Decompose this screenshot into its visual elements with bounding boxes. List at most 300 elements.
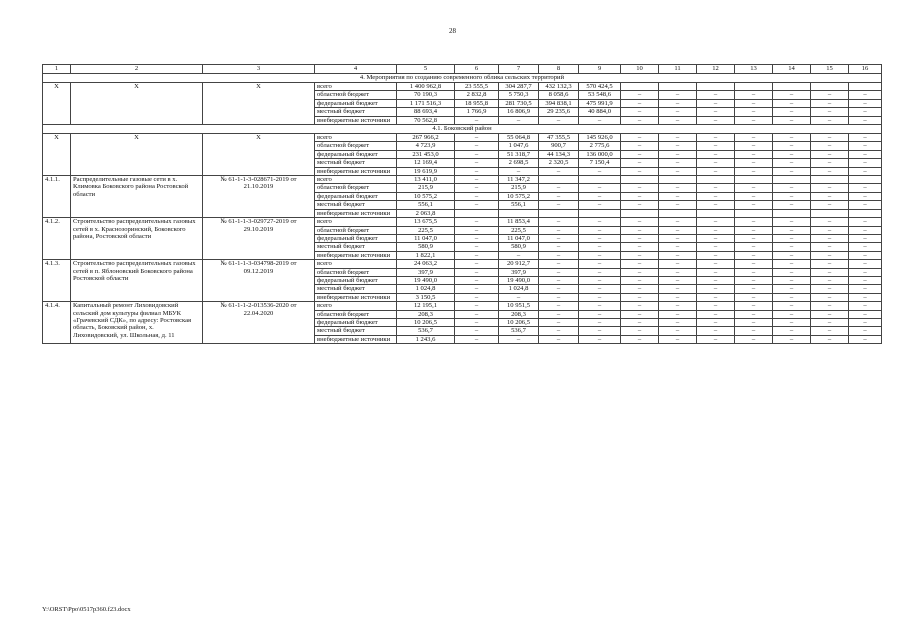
value-cell: – — [659, 184, 697, 192]
column-header: 10 — [621, 65, 659, 74]
value-cell: 11 853,4 — [499, 218, 539, 226]
item-name: X — [71, 134, 203, 176]
value-cell: 10 575,2 — [499, 192, 539, 200]
value-cell: – — [659, 293, 697, 301]
value-cell: – — [811, 167, 849, 175]
value-cell: – — [499, 116, 539, 124]
value-cell: – — [579, 268, 621, 276]
value-cell: – — [773, 226, 811, 234]
funding-source-label: местный бюджет — [315, 108, 397, 116]
value-cell: – — [659, 243, 697, 251]
value-cell: 2 775,6 — [579, 142, 621, 150]
value-cell: – — [455, 226, 499, 234]
value-cell: 397,9 — [499, 268, 539, 276]
value-cell: – — [539, 201, 579, 209]
subsection-heading-title: 4.1. Боковский район — [43, 125, 882, 134]
value-cell: – — [579, 310, 621, 318]
value-cell: – — [621, 318, 659, 326]
value-cell: – — [499, 167, 539, 175]
value-cell: – — [811, 184, 849, 192]
value-cell: – — [735, 318, 773, 326]
value-cell: 1 024,8 — [397, 285, 455, 293]
table-row — [43, 302, 882, 310]
value-cell: – — [811, 276, 849, 284]
value-cell: – — [621, 327, 659, 335]
value-cell: – — [735, 285, 773, 293]
value-cell: – — [539, 318, 579, 326]
funding-source-label: федеральный бюджет — [315, 234, 397, 242]
funding-source-label: местный бюджет — [315, 159, 397, 167]
funding-source-label: местный бюджет — [315, 285, 397, 293]
value-cell: – — [849, 184, 882, 192]
value-cell: – — [499, 251, 539, 259]
value-cell: 580,9 — [499, 243, 539, 251]
value-cell: – — [455, 192, 499, 200]
value-cell: – — [579, 260, 621, 268]
file-path-footer: Y:\ORST\Ppo\0517p360.f23.docx — [42, 606, 131, 613]
value-cell: – — [773, 99, 811, 107]
value-cell: 24 063,2 — [397, 260, 455, 268]
value-cell — [773, 209, 811, 217]
value-cell — [811, 83, 849, 91]
value-cell: – — [811, 318, 849, 326]
value-cell: 475 991,9 — [579, 99, 621, 107]
column-header: 4 — [315, 65, 397, 74]
value-cell: – — [621, 276, 659, 284]
value-cell: – — [621, 260, 659, 268]
value-cell: – — [849, 318, 882, 326]
value-cell: 2 063,8 — [397, 209, 455, 217]
value-cell: 44 134,3 — [539, 150, 579, 158]
value-cell: 19 619,9 — [397, 167, 455, 175]
value-cell: 136 000,0 — [579, 150, 621, 158]
value-cell: – — [849, 285, 882, 293]
value-cell: – — [735, 134, 773, 142]
value-cell: 2 698,5 — [499, 159, 539, 167]
value-cell: – — [735, 201, 773, 209]
value-cell: – — [539, 251, 579, 259]
value-cell: – — [773, 150, 811, 158]
value-cell: – — [455, 150, 499, 158]
value-cell: – — [697, 142, 735, 150]
value-cell: – — [735, 276, 773, 284]
value-cell: – — [773, 142, 811, 150]
column-header: 6 — [455, 65, 499, 74]
funding-source-label: областной бюджет — [315, 184, 397, 192]
value-cell: – — [735, 335, 773, 343]
value-cell: – — [539, 116, 579, 124]
value-cell: 3 150,5 — [397, 293, 455, 301]
value-cell: 536,7 — [397, 327, 455, 335]
value-cell: – — [697, 184, 735, 192]
value-cell: – — [773, 91, 811, 99]
value-cell: 556,1 — [499, 201, 539, 209]
value-cell: 11 047,0 — [499, 234, 539, 242]
value-cell: – — [773, 318, 811, 326]
value-cell: 11 347,2 — [499, 176, 539, 184]
value-cell: – — [735, 218, 773, 226]
value-cell: 536,7 — [499, 327, 539, 335]
funding-source-label: всего — [315, 218, 397, 226]
item-number: 4.1.1. — [43, 176, 71, 218]
table-row — [43, 260, 882, 268]
value-cell: – — [455, 167, 499, 175]
funding-source-label: областной бюджет — [315, 310, 397, 318]
value-cell: – — [579, 327, 621, 335]
value-cell: – — [811, 293, 849, 301]
section-heading-title: 4. Мероприятия по созданию современного облика сельских территорий — [43, 74, 882, 83]
value-cell: 4 723,9 — [397, 142, 455, 150]
value-cell: – — [621, 285, 659, 293]
value-cell: – — [811, 201, 849, 209]
column-header: 14 — [773, 65, 811, 74]
value-cell: – — [697, 91, 735, 99]
value-cell: – — [539, 218, 579, 226]
item-number: X — [43, 83, 71, 125]
item-document: № 61-1-1-2-013536-2020 от 22.04.2020 — [203, 302, 315, 344]
value-cell: – — [579, 167, 621, 175]
value-cell: 580,9 — [397, 243, 455, 251]
value-cell: – — [455, 335, 499, 343]
value-cell: – — [659, 108, 697, 116]
column-header: 9 — [579, 65, 621, 74]
value-cell: – — [621, 234, 659, 242]
value-cell: – — [455, 285, 499, 293]
column-header: 15 — [811, 65, 849, 74]
header-row — [43, 65, 882, 74]
value-cell: – — [697, 276, 735, 284]
value-cell: – — [539, 192, 579, 200]
value-cell: – — [579, 318, 621, 326]
value-cell: – — [579, 184, 621, 192]
value-cell: – — [735, 260, 773, 268]
funding-source-label: федеральный бюджет — [315, 150, 397, 158]
value-cell: 215,9 — [397, 184, 455, 192]
value-cell: – — [735, 184, 773, 192]
value-cell: – — [697, 201, 735, 209]
value-cell: – — [621, 150, 659, 158]
value-cell: – — [697, 268, 735, 276]
value-cell: – — [499, 293, 539, 301]
item-number: X — [43, 134, 71, 176]
value-cell: – — [659, 335, 697, 343]
value-cell: – — [455, 318, 499, 326]
value-cell: – — [659, 201, 697, 209]
value-cell: – — [539, 234, 579, 242]
value-cell: – — [455, 302, 499, 310]
value-cell: – — [849, 91, 882, 99]
value-cell: – — [621, 243, 659, 251]
value-cell: – — [621, 293, 659, 301]
value-cell: 19 490,0 — [499, 276, 539, 284]
value-cell: – — [621, 99, 659, 107]
value-cell: – — [697, 335, 735, 343]
value-cell: – — [621, 226, 659, 234]
value-cell: – — [697, 318, 735, 326]
value-cell: – — [455, 243, 499, 251]
item-name: Строительство распределительных газовых сетей в х. Краснозоринский, Боковского района, Ростовской области — [71, 218, 203, 260]
value-cell: 145 926,0 — [579, 134, 621, 142]
value-cell: – — [849, 302, 882, 310]
value-cell: – — [773, 218, 811, 226]
value-cell: – — [579, 201, 621, 209]
value-cell: – — [697, 150, 735, 158]
section-heading — [43, 74, 882, 83]
value-cell: – — [849, 99, 882, 107]
funding-source-label: всего — [315, 302, 397, 310]
value-cell: – — [455, 116, 499, 124]
value-cell: – — [539, 310, 579, 318]
value-cell: – — [849, 116, 882, 124]
value-cell: – — [773, 184, 811, 192]
funding-source-label: федеральный бюджет — [315, 276, 397, 284]
funding-source-label: внебюджетные источники — [315, 167, 397, 175]
item-document: № 61-1-1-3-029727-2019 от 29.10.2019 — [203, 218, 315, 260]
value-cell: – — [621, 192, 659, 200]
value-cell: – — [659, 159, 697, 167]
value-cell — [659, 176, 697, 184]
value-cell: – — [621, 335, 659, 343]
value-cell: – — [735, 150, 773, 158]
value-cell: 47 355,5 — [539, 134, 579, 142]
value-cell: – — [849, 218, 882, 226]
funding-source-label: внебюджетные источники — [315, 116, 397, 124]
value-cell: – — [621, 142, 659, 150]
value-cell: 1 171 516,3 — [397, 99, 455, 107]
value-cell: – — [773, 201, 811, 209]
value-cell: 225,5 — [397, 226, 455, 234]
value-cell: – — [773, 293, 811, 301]
value-cell: – — [811, 302, 849, 310]
value-cell: – — [849, 327, 882, 335]
value-cell: – — [659, 192, 697, 200]
value-cell: – — [849, 260, 882, 268]
funding-source-label: всего — [315, 176, 397, 184]
value-cell: – — [455, 159, 499, 167]
value-cell: – — [659, 276, 697, 284]
value-cell: – — [811, 159, 849, 167]
value-cell: 10 951,5 — [499, 302, 539, 310]
value-cell — [773, 176, 811, 184]
value-cell: 23 555,5 — [455, 83, 499, 91]
item-number: 4.1.4. — [43, 302, 71, 344]
value-cell — [539, 176, 579, 184]
value-cell: – — [455, 293, 499, 301]
value-cell: – — [539, 335, 579, 343]
value-cell: – — [811, 226, 849, 234]
value-cell: – — [773, 167, 811, 175]
funding-source-label: местный бюджет — [315, 201, 397, 209]
value-cell: – — [621, 302, 659, 310]
value-cell: – — [621, 310, 659, 318]
item-name: Капитальный ремонт Лиховидовский сельский дом культуры филиал МБУК «Грачевский СДК», по адресу: Ростовская область, Боковский район, х. Лиховидовский, ул. Школьная, д. 11 — [71, 302, 203, 344]
value-cell: – — [697, 302, 735, 310]
value-cell: – — [735, 226, 773, 234]
value-cell: 432 132,3 — [539, 83, 579, 91]
value-cell: – — [849, 108, 882, 116]
value-cell: – — [455, 234, 499, 242]
value-cell: 1 243,6 — [397, 335, 455, 343]
value-cell: – — [455, 268, 499, 276]
item-number: 4.1.2. — [43, 218, 71, 260]
value-cell: – — [539, 302, 579, 310]
value-cell: – — [773, 327, 811, 335]
value-cell: – — [539, 243, 579, 251]
value-cell: – — [735, 108, 773, 116]
table-row — [43, 83, 882, 91]
value-cell: – — [773, 302, 811, 310]
value-cell — [621, 209, 659, 217]
value-cell: – — [621, 268, 659, 276]
value-cell: – — [697, 243, 735, 251]
value-cell: – — [539, 268, 579, 276]
value-cell: – — [659, 285, 697, 293]
value-cell — [499, 209, 539, 217]
value-cell: 1 766,9 — [455, 108, 499, 116]
value-cell: – — [697, 251, 735, 259]
column-header: 1 — [43, 65, 71, 74]
value-cell: 20 912,7 — [499, 260, 539, 268]
value-cell: – — [697, 108, 735, 116]
value-cell: 394 838,1 — [539, 99, 579, 107]
value-cell: – — [811, 91, 849, 99]
value-cell — [811, 176, 849, 184]
value-cell: – — [735, 167, 773, 175]
table-row — [43, 134, 882, 142]
value-cell: – — [579, 251, 621, 259]
value-cell: 231 453,0 — [397, 150, 455, 158]
value-cell: – — [697, 285, 735, 293]
item-document: X — [203, 83, 315, 125]
value-cell: – — [539, 276, 579, 284]
value-cell — [621, 176, 659, 184]
value-cell: – — [811, 268, 849, 276]
value-cell: – — [735, 251, 773, 259]
value-cell: – — [659, 167, 697, 175]
item-document: № 61-1-1-3-028671-2019 от 21.10.2019 — [203, 176, 315, 218]
value-cell: – — [697, 260, 735, 268]
value-cell: – — [621, 91, 659, 99]
value-cell: – — [697, 293, 735, 301]
value-cell: – — [773, 276, 811, 284]
value-cell: 397,9 — [397, 268, 455, 276]
value-cell: – — [579, 243, 621, 251]
value-cell: – — [455, 276, 499, 284]
value-cell: – — [735, 192, 773, 200]
value-cell: – — [697, 310, 735, 318]
value-cell — [697, 209, 735, 217]
value-cell: – — [811, 285, 849, 293]
value-cell: – — [579, 335, 621, 343]
value-cell: – — [697, 226, 735, 234]
value-cell: – — [849, 251, 882, 259]
value-cell: – — [579, 116, 621, 124]
value-cell: – — [811, 251, 849, 259]
subsection-heading — [43, 125, 882, 134]
value-cell: 2 320,5 — [539, 159, 579, 167]
value-cell: – — [579, 276, 621, 284]
value-cell: – — [735, 116, 773, 124]
value-cell: – — [659, 260, 697, 268]
value-cell: – — [659, 91, 697, 99]
value-cell: – — [735, 99, 773, 107]
value-cell: – — [773, 234, 811, 242]
value-cell: – — [773, 192, 811, 200]
value-cell: – — [659, 134, 697, 142]
value-cell: – — [621, 167, 659, 175]
value-cell: – — [659, 116, 697, 124]
value-cell: – — [659, 302, 697, 310]
funding-source-label: областной бюджет — [315, 268, 397, 276]
value-cell: – — [659, 310, 697, 318]
value-cell — [659, 209, 697, 217]
value-cell: – — [849, 335, 882, 343]
item-name: Распределительные газовые сети в х. Климовка Боковского района Ростовской области — [71, 176, 203, 218]
value-cell: – — [849, 201, 882, 209]
column-header: 16 — [849, 65, 882, 74]
value-cell: – — [811, 99, 849, 107]
funding-source-label: всего — [315, 134, 397, 142]
value-cell — [773, 83, 811, 91]
value-cell: – — [849, 268, 882, 276]
value-cell: – — [811, 260, 849, 268]
column-header: 7 — [499, 65, 539, 74]
value-cell: – — [735, 234, 773, 242]
value-cell: – — [697, 99, 735, 107]
value-cell: – — [539, 285, 579, 293]
value-cell: – — [659, 99, 697, 107]
value-cell: – — [697, 167, 735, 175]
value-cell: – — [539, 327, 579, 335]
value-cell: – — [849, 276, 882, 284]
value-cell: – — [735, 142, 773, 150]
value-cell — [539, 209, 579, 217]
column-header: 11 — [659, 65, 697, 74]
value-cell: – — [697, 192, 735, 200]
value-cell: – — [735, 293, 773, 301]
column-header: 5 — [397, 65, 455, 74]
budget-table — [42, 64, 882, 344]
value-cell: – — [697, 234, 735, 242]
value-cell: – — [735, 159, 773, 167]
funding-source-label: областной бюджет — [315, 91, 397, 99]
value-cell — [697, 83, 735, 91]
funding-source-label: внебюджетные источники — [315, 209, 397, 217]
value-cell: 2 832,8 — [455, 91, 499, 99]
value-cell: – — [735, 310, 773, 318]
value-cell: 556,1 — [397, 201, 455, 209]
item-name: X — [71, 83, 203, 125]
value-cell: 12 169,4 — [397, 159, 455, 167]
value-cell: – — [735, 243, 773, 251]
funding-source-label: местный бюджет — [315, 243, 397, 251]
value-cell: 10 206,5 — [397, 318, 455, 326]
value-cell: – — [773, 159, 811, 167]
value-cell — [579, 209, 621, 217]
value-cell: 1 024,8 — [499, 285, 539, 293]
value-cell: – — [849, 192, 882, 200]
value-cell: 51 318,7 — [499, 150, 539, 158]
value-cell: – — [697, 218, 735, 226]
column-header: 13 — [735, 65, 773, 74]
value-cell: – — [539, 167, 579, 175]
value-cell: – — [811, 134, 849, 142]
value-cell: – — [621, 201, 659, 209]
funding-source-label: областной бюджет — [315, 142, 397, 150]
value-cell: – — [811, 234, 849, 242]
value-cell: 1 047,6 — [499, 142, 539, 150]
value-cell: – — [773, 116, 811, 124]
